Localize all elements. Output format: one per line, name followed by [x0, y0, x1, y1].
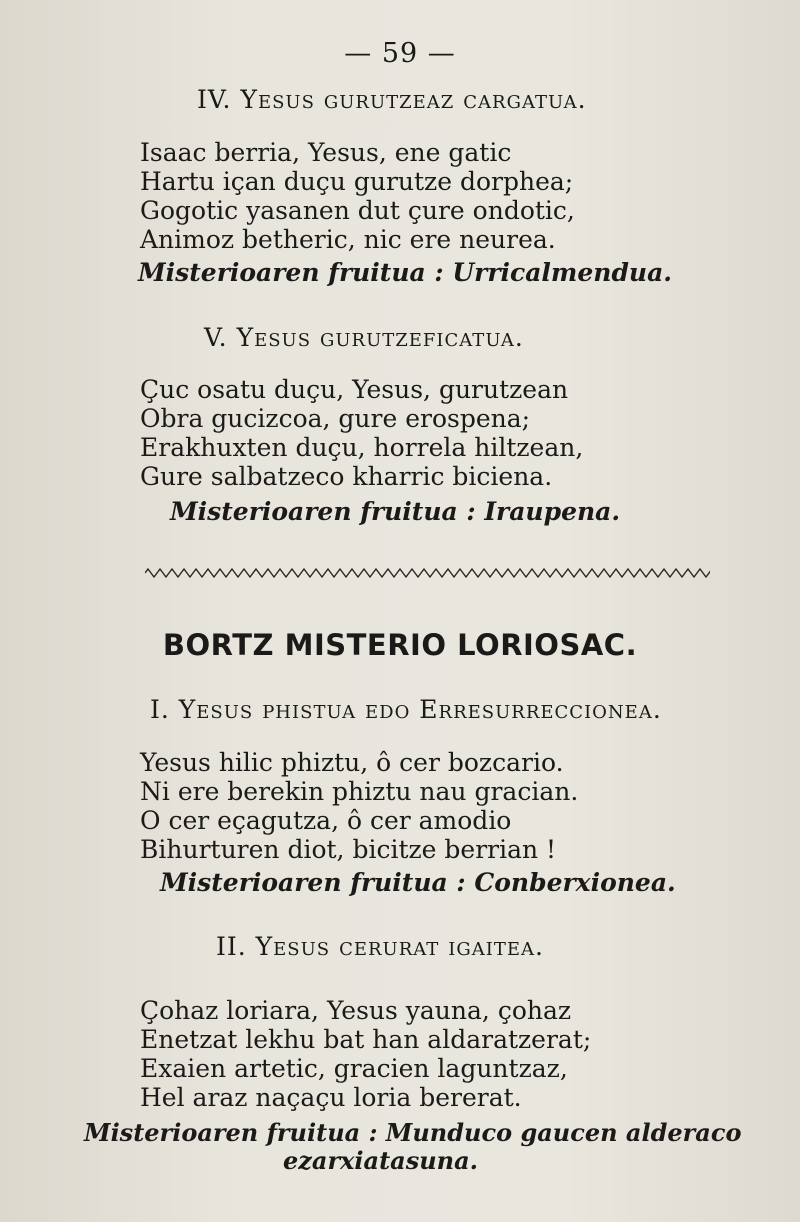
verse-line: Obra gucizcoa, gure erospena; [140, 404, 531, 433]
verse-line: Enetzat lekhu bat han aldaratzerat; [140, 1025, 592, 1054]
verse-line: Gure salbatzeco kharric biciena. [140, 462, 553, 491]
mystery-fruit-5: Misterioaren fruitua : Iraupena. [170, 497, 621, 526]
section-heading-4: IV. Yesus gurutzeaz cargatua. [197, 85, 587, 114]
verse-line: Yesus hilic phiztu, ô cer bozcario. [140, 748, 564, 777]
wavy-divider [145, 567, 710, 579]
verse-line: Çohaz loriara, Yesus yauna, çohaz [140, 996, 572, 1025]
page-number: — 59 — [344, 38, 456, 69]
stanza-1 [140, 748, 578, 864]
section-heading-5: V. Yesus gurutzeficatua. [204, 323, 524, 352]
verse-line: O cer eçagutza, ô cer amodio [140, 806, 512, 835]
main-title: BORTZ MISTERIO LORIOSAC. [162, 628, 638, 662]
verse-line: Gogotic yasanen dut çure ondotic, [140, 196, 575, 225]
mystery-fruit-4: Misterioaren fruitua : Urricalmendua. [138, 258, 673, 287]
verse-line: Hartu içan duçu gurutze dorphea; [140, 167, 574, 196]
stanza-4 [140, 138, 575, 254]
verse-line: Bihurturen diot, bicitze berrian ! [140, 835, 557, 864]
verse-line: Animoz betheric, nic ere neurea. [140, 225, 556, 254]
verse-line: Erakhuxten duçu, horrela hiltzean, [140, 433, 584, 462]
verse-line: Hel araz naçaçu loria bererat. [140, 1083, 522, 1112]
mystery-fruit-1: Misterioaren fruitua : Conberxionea. [160, 868, 676, 897]
mystery-fruit-2-continued: ezarxiatasuna. [283, 1146, 479, 1175]
mystery-fruit-2: Misterioaren fruitua : Munduco gaucen alderaco [84, 1118, 742, 1147]
verse-line: Ni ere berekin phiztu nau gracian. [140, 777, 579, 806]
stanza-2 [140, 996, 591, 1112]
stanza-5 [140, 375, 583, 491]
section-heading-1: I. Yesus phistua edo Erresurreccionea. [150, 695, 662, 724]
verse-line: Isaac berria, Yesus, ene gatic [140, 138, 512, 167]
section-heading-2: II. Yesus cerurat igaitea. [216, 932, 544, 961]
verse-line: Exaien artetic, gracien laguntzaz, [140, 1054, 568, 1083]
verse-line: Çuc osatu duçu, Yesus, gurutzean [140, 375, 569, 404]
